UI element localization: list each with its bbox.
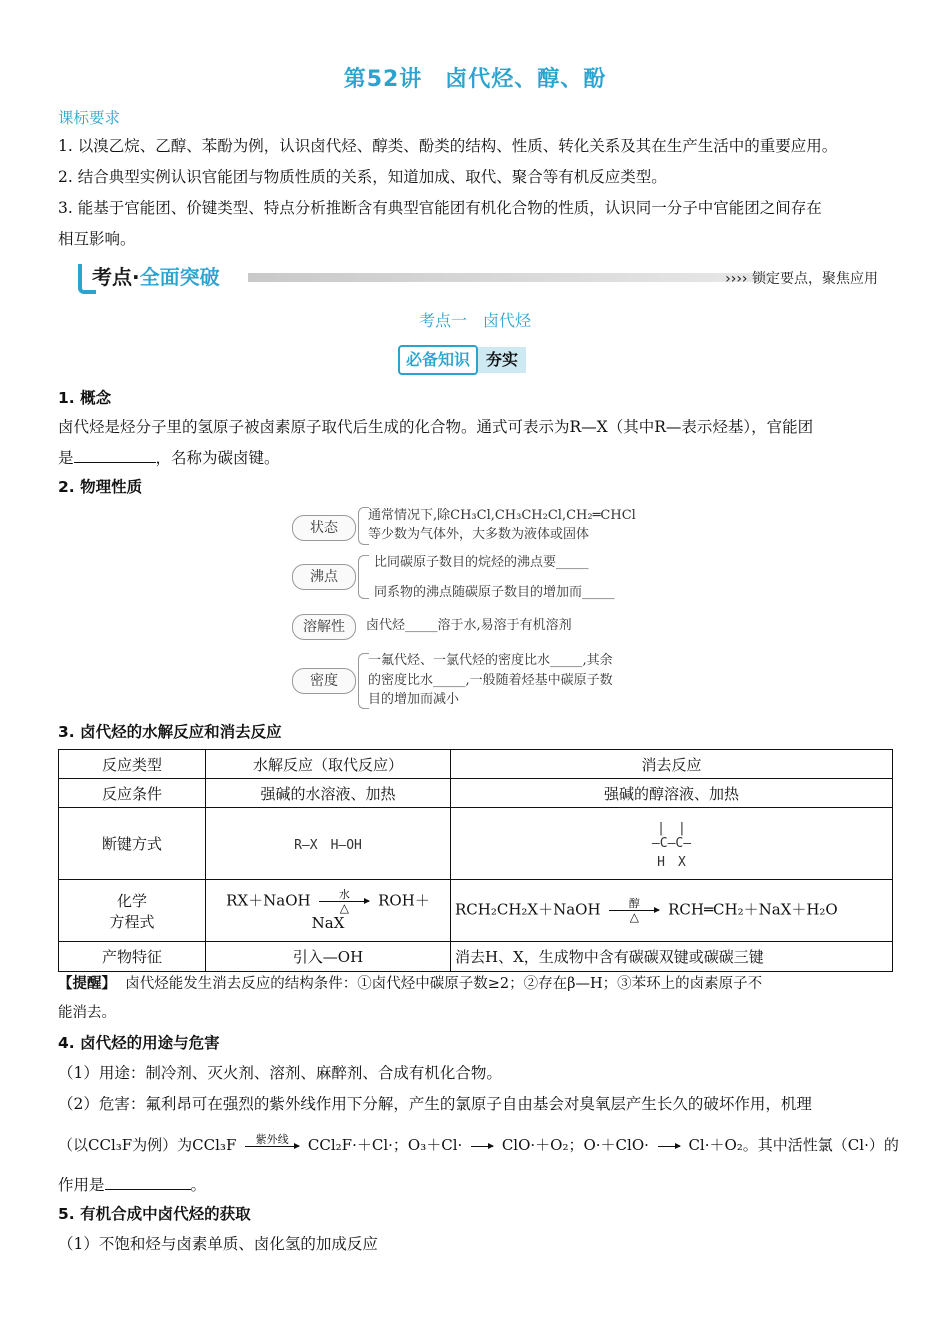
fill-blank[interactable] [105,1173,191,1190]
state-text-2: 等少数为气体外，大多数为液体或固体 [368,527,590,542]
requirement-1: 1. 以溴乙烷、乙醇、苯酚为例，认识卤代烃、醇类、酚类的结构、性质、转化关系及其在生产生活中的重要应用。 [58,137,838,155]
density-text-1: 一氟代烃、一氯代烃的密度比水_____,其余 [368,653,613,668]
reaction-arrow: 水 △ [319,889,369,914]
s1-heading: 1. 概念 [58,389,112,407]
topic-subtitle: 考点一 卤代烃 [418,311,531,330]
s4-heading: 4. 卤代烃的用途与危害 [58,1034,220,1052]
table-row: 反应条件 强碱的水溶液、加热 强碱的醇溶液、加热 [59,779,893,808]
banner-label: 考点·全面突破 [82,262,230,292]
knowledge-badge [398,345,526,375]
tip-line2: 能消去。 [58,1005,116,1021]
reaction-arrow [471,1134,493,1159]
bond-cleavage-elimination: | | —C—C— H X [451,808,893,880]
s2-heading: 2. 物理性质 [58,478,143,496]
density-text-3: 目的增加而减小 [368,692,460,707]
section-banner [78,262,878,292]
density-text-2: 的密度比水_____,一般随着烃基中碳原子数 [368,673,613,688]
elimination-equation: RCH₂CH₂X＋NaOH 醇 △ RCH═CH₂＋NaX＋H₂O [451,880,893,942]
diagram-node-density: 密度 [292,668,356,694]
table-row: 化学 方程式 RX＋NaOH 水 △ ROH＋NaX RCH₂CH₂X＋NaOH 醇 △ RCH═CH₂＋NaX＋H₂O [59,880,893,942]
s4-use: （1）用途：制冷剂、灭火剂、溶剂、麻醉剂、合成有机化合物。 [58,1064,502,1082]
s4-mechanism: （以CCl₃F为例）为CCl₃F 紫外线 CCl₂F·＋Cl·；O₃＋Cl· ClO·＋O₂；O·＋ClO· Cl·＋O₂。其中活性氯（Cl·）的 [58,1130,892,1160]
reaction-arrow: 醇 △ [609,898,659,923]
requirements-heading: 课标要求 [58,109,121,127]
knowledge-badge-a: 必备知识 [398,345,478,375]
s1-line2: 是 ，名称为碳卤键。 [58,443,892,473]
banner-bar [248,273,773,282]
table-row: 反应类型 水解反应（取代反应） 消去反应 [59,750,893,779]
boil-text-2: 同系物的沸点随碳原子数目的增加而_____ [374,585,615,600]
table-row: 产物特征 引入—OH 消去H、X，生成物中含有碳碳双键或碳碳三键 [59,942,893,972]
requirement-3-cont: 相互影响。 [58,230,136,248]
boil-text-1: 比同碳原子数目的烷烃的沸点要_____ [374,555,589,570]
reaction-table [58,749,893,972]
s1-line1: 卤代烃是烃分子里的氢原子被卤素原子取代后生成的化合物。通式可表示为R—X（其中R—表示烃基），官能团 [58,418,814,436]
s5-heading: 5. 有机合成中卤代烃的获取 [58,1205,251,1223]
banner-right-text: ›››› 锁定要点，聚焦应用 [725,271,878,287]
requirement-2: 2. 结合典型实例认识官能团与物质性质的关系，知道加成、取代、聚合等有机反应类型。 [58,168,667,186]
reaction-arrow [658,1134,680,1159]
s3-heading: 3. 卤代烃的水解反应和消去反应 [58,723,282,741]
table-row: 断键方式 R—X H—OH | | —C—C— H X [59,808,893,880]
bond-cleavage-hydrolysis: R—X H—OH [206,808,451,880]
fill-blank[interactable] [74,446,156,463]
reaction-arrow: 紫外线 [245,1134,299,1159]
s5-item1: （1）不饱和烃与卤素单质、卤化氢的加成反应 [58,1235,378,1253]
state-text-1: 通常情况下,除CH₃Cl,CH₃CH₂Cl,CH₂═CHCl [368,508,636,523]
brace [358,555,369,599]
knowledge-badge-b: 夯实 [478,347,526,373]
solubility-text: 卤代烃_____溶于水,易溶于有机溶剂 [366,618,572,633]
diagram-node-solubility: 溶解性 [292,614,356,640]
tip-line1: 【提醒】 卤代烃能发生消去反应的结构条件：①卤代烃中碳原子数≥2；②存在β—H；③苯环上的卤素原子不 [58,976,763,992]
s4-role: 作用是 。 [58,1170,892,1200]
diagram-node-state: 状态 [292,515,356,541]
page-title: 第52讲 卤代烃、醇、酚 [343,67,607,92]
requirement-3: 3. 能基于官能团、价键类型、特点分析推断含有典型官能团有机化合物的性质，认识同一分子中官能团之间存在 [58,199,822,217]
s4-harm: （2）危害：氟利昂可在强烈的紫外线作用下分解，产生的氯原子自由基会对臭氧层产生长久的破坏作用，机理 [58,1095,812,1113]
hydrolysis-equation: RX＋NaOH 水 △ ROH＋NaX [206,880,451,942]
diagram-node-boil: 沸点 [292,564,356,590]
physical-properties-diagram [292,503,662,713]
